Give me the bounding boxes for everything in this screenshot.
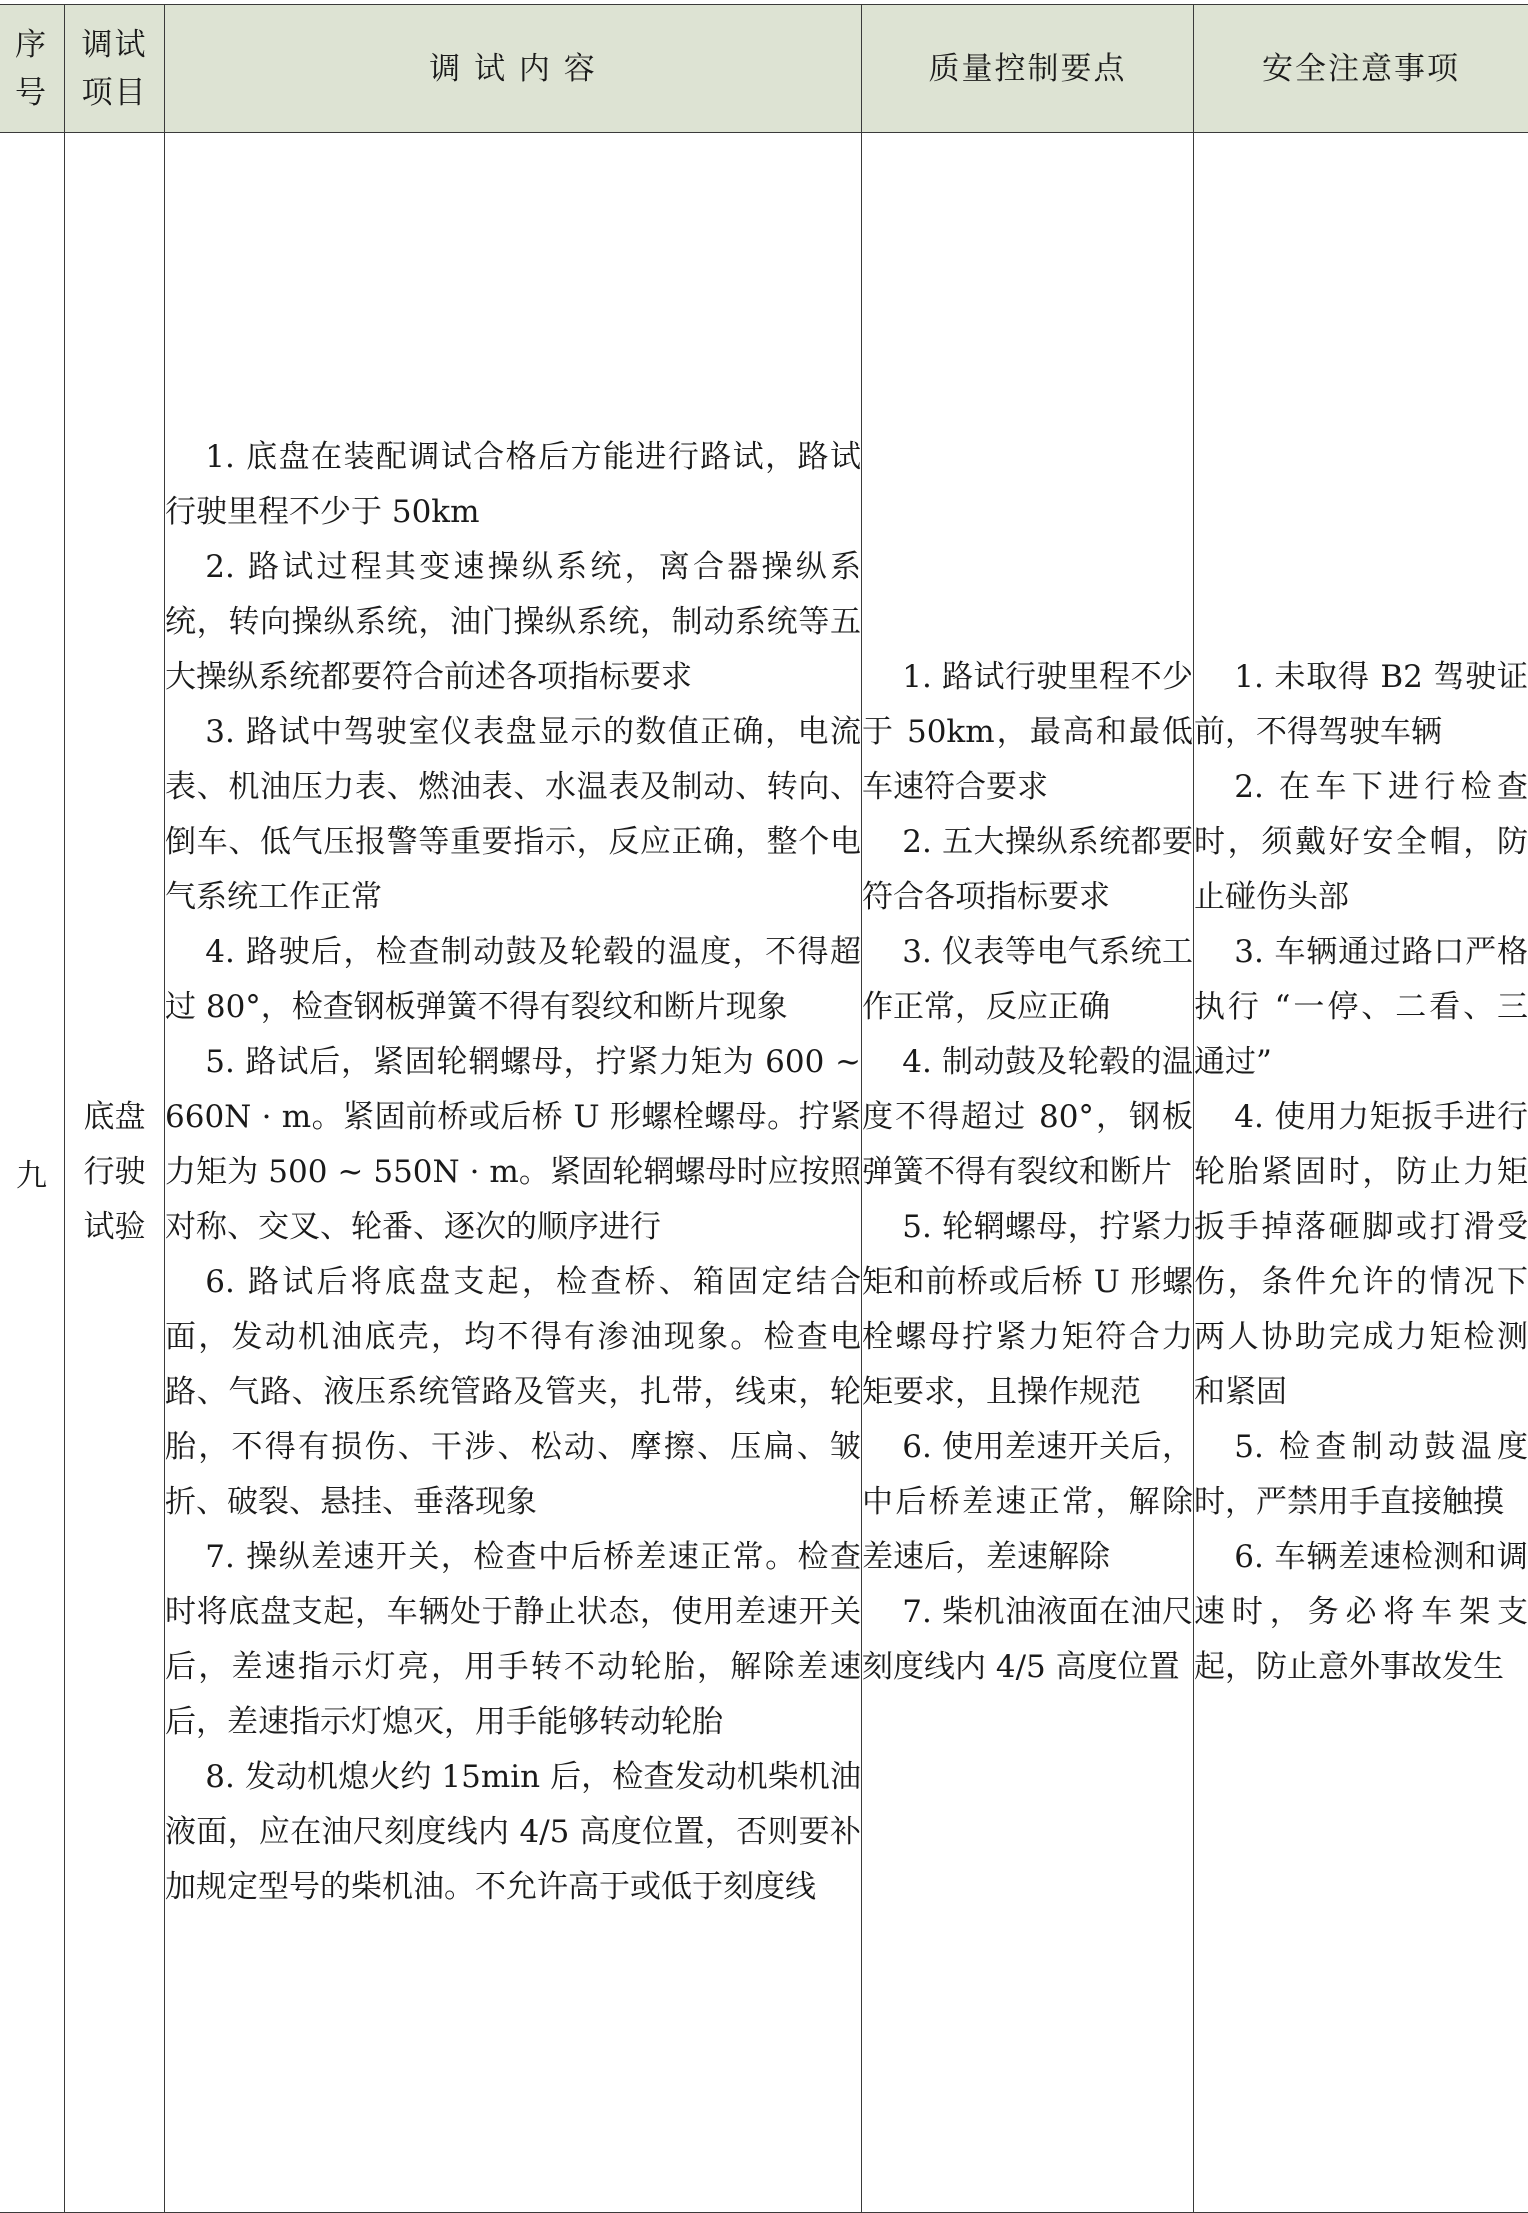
header-debug-item-line2: 项目 xyxy=(81,74,148,111)
content-item-8: 8. 发动机熄火约 15min 后，检查发动机柴机油液面，应在油尺刻度线内 4/5 高度位置，否则要补加规定型号的柴机油。不允许高于或低于刻度线 xyxy=(165,1759,861,1905)
quality-item-2: 2. 五大操纵系统都要符合各项指标要求 xyxy=(862,824,1193,915)
safety-item-2: 2. 在车下进行检查时，须戴好安全帽，防止碰伤头部 xyxy=(1194,769,1528,915)
safety-item-5: 5. 检查制动鼓温度时，严禁用手直接触摸 xyxy=(1194,1429,1528,1520)
header-serial-number: 序号 xyxy=(0,5,65,133)
quality-item-4: 4. 制动鼓及轮毂的温度不得超过 80°，钢板弹簧不得有裂纹和断片 xyxy=(862,1044,1193,1190)
header-debug-item-line1: 调试 xyxy=(81,26,148,63)
content-item-3: 3. 路试中驾驶室仪表盘显示的数值正确，电流表、机油压力表、燃油表、水温表及制动、转向、倒车、低气压报警等重要指示，反应正确，整个电气系统工作正常 xyxy=(165,714,861,915)
row-quality-control xyxy=(862,133,1194,2213)
content-item-5: 5. 路试后，紧固轮辋螺母，拧紧力矩为 600 ~ 660N · m。紧固前桥或后桥 U 形螺栓螺母。拧紧力矩为 500 ~ 550N · m。紧固轮辋螺母时应按照对称、交叉、轮番、逐次的顺序进行 xyxy=(165,1044,861,1245)
quality-item-7: 7. 柴机油液面在油尺刻度线内 4/5 高度位置 xyxy=(862,1594,1193,1685)
row-debug-item-line1: 底盘 xyxy=(83,1099,146,1135)
header-debug-content: 调 试 内 容 xyxy=(165,5,862,133)
row-debug-item-line3: 试验 xyxy=(83,1209,146,1245)
row-debug-item-line2: 行驶 xyxy=(83,1154,146,1190)
header-debug-item xyxy=(65,5,165,133)
table-row xyxy=(0,133,1528,2213)
table-header-row xyxy=(0,5,1528,133)
header-quality-control: 质量控制要点 xyxy=(862,5,1194,133)
row-debug-content xyxy=(165,133,862,2213)
content-item-2: 2. 路试过程其变速操纵系统，离合器操纵系统，转向操纵系统，油门操纵系统，制动系统等五大操纵系统都要符合前述各项指标要求 xyxy=(165,549,861,695)
row-debug-item xyxy=(65,133,165,2213)
quality-item-6: 6. 使用差速开关后，中后桥差速正常，解除差速后，差速解除 xyxy=(862,1429,1193,1575)
safety-item-1: 1. 未取得 B2 驾驶证前，不得驾驶车辆 xyxy=(1194,659,1528,750)
row-safety-notes xyxy=(1194,133,1528,2213)
safety-item-6: 6. 车辆差速检测和调速时，务必将车架支起，防止意外事故发生 xyxy=(1194,1539,1528,1685)
content-item-4: 4. 路驶后，检查制动鼓及轮毂的温度，不得超过 80°，检查钢板弹簧不得有裂纹和断片现象 xyxy=(165,934,861,1025)
safety-item-3: 3. 车辆通过路口严格执行 “一停、二看、三通过” xyxy=(1194,934,1528,1080)
safety-item-4: 4. 使用力矩扳手进行轮胎紧固时，防止力矩扳手掉落砸脚或打滑受伤，条件允许的情况下两人协助完成力矩检测和紧固 xyxy=(1194,1099,1528,1410)
content-item-6: 6. 路试后将底盘支起，检查桥、箱固定结合面，发动机油底壳，均不得有渗油现象。检查电路、气路、液压系统管路及管夹，扎带，线束，轮胎，不得有损伤、干涉、松动、摩擦、压扁、皱折、破裂、悬挂、垂落现象 xyxy=(165,1264,861,1520)
row-serial-number: 九 xyxy=(0,133,65,2213)
content-item-7: 7. 操纵差速开关，检查中后桥差速正常。检查时将底盘支起，车辆处于静止状态，使用差速开关后，差速指示灯亮，用手转不动轮胎，解除差速后，差速指示灯熄灭，用手能够转动轮胎 xyxy=(165,1539,861,1740)
quality-item-1: 1. 路试行驶里程不少于 50km，最高和最低车速符合要求 xyxy=(862,659,1193,805)
header-safety-notes: 安全注意事项 xyxy=(1194,5,1528,133)
content-item-1: 1. 底盘在装配调试合格后方能进行路试，路试行驶里程不少于 50km xyxy=(165,439,861,530)
quality-item-5: 5. 轮辋螺母，拧紧力矩和前桥或后桥 U 形螺栓螺母拧紧力矩符合力矩要求，且操作规范 xyxy=(862,1209,1193,1410)
quality-item-3: 3. 仪表等电气系统工作正常，反应正确 xyxy=(862,934,1193,1025)
chassis-debug-table xyxy=(0,4,1528,2213)
